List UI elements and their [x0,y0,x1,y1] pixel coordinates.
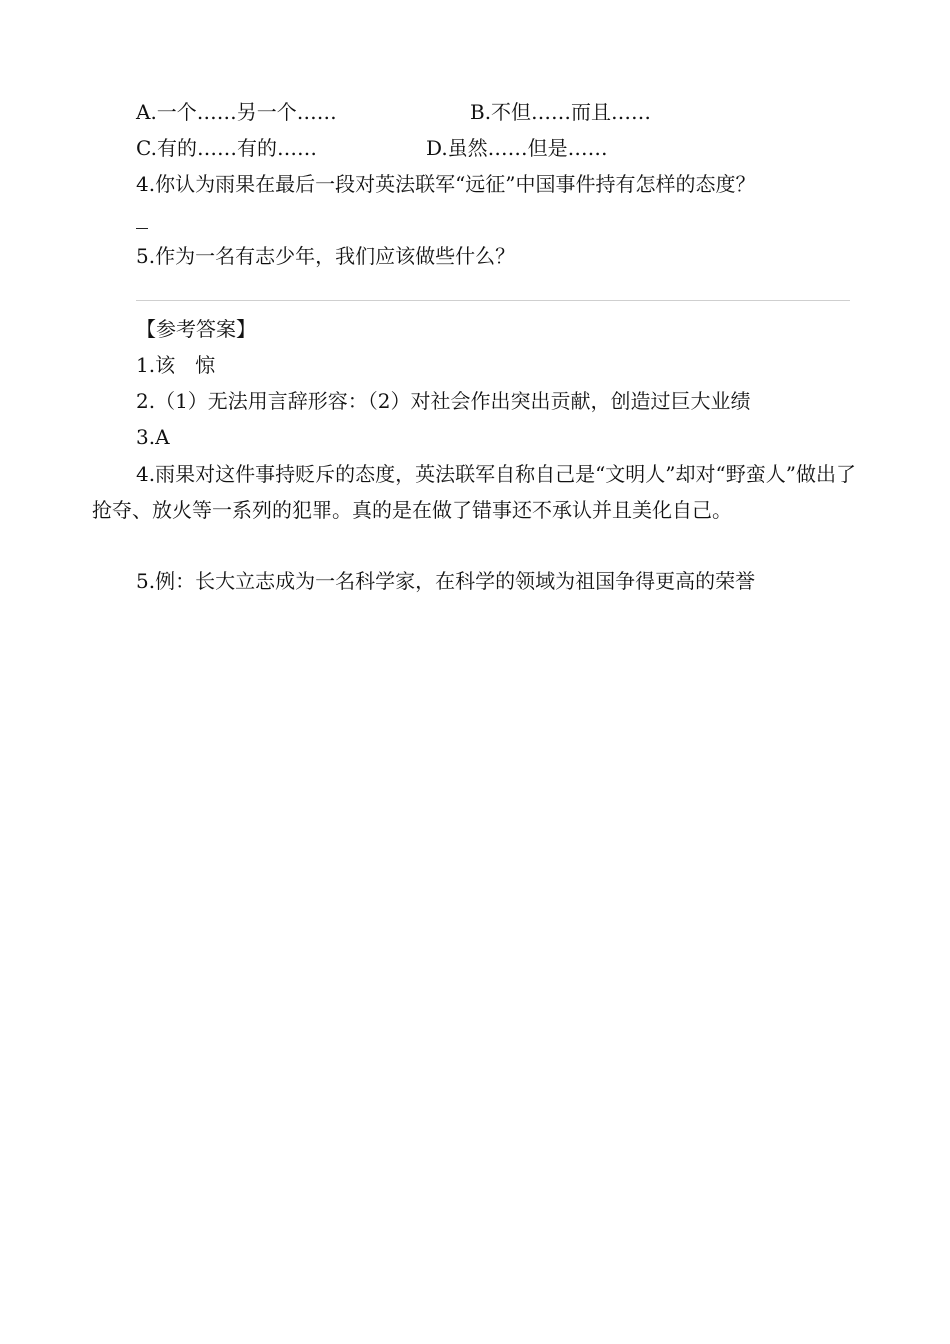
choice-b: B.不但……而且…… [470,100,652,124]
choice-d: D.虽然……但是…… [426,136,608,160]
question-5: 5.作为一名有志少年，我们应该做些什么？ [136,244,516,268]
answer-1: 1.该 惊 [136,353,216,377]
answer-rule-line [136,300,850,301]
answer-5: 5.例：长大立志成为一名科学家，在科学的领域为祖国争得更高的荣誉 [136,569,756,593]
answer-blank-line [136,228,148,229]
answers-heading: 【参考答案】 [136,317,256,341]
choice-c: C.有的……有的…… [136,136,317,160]
answer-2: 2.（1）无法用言辞形容：（2）对社会作出突出贡献，创造过巨大业绩 [136,389,751,413]
question-4: 4.你认为雨果在最后一段对英法联军“远征”中国事件持有怎样的态度？ [136,172,756,196]
choice-a: A.一个……另一个…… [136,100,337,124]
answer-3: 3.A [136,425,170,449]
answer-4: 4.雨果对这件事持贬斥的态度，英法联军自称自己是“文明人”却对“野蛮人”做出了抢夺、放火等一系列的犯罪。真的是在做了错事还不承认并且美化自己。 [92,462,856,522]
